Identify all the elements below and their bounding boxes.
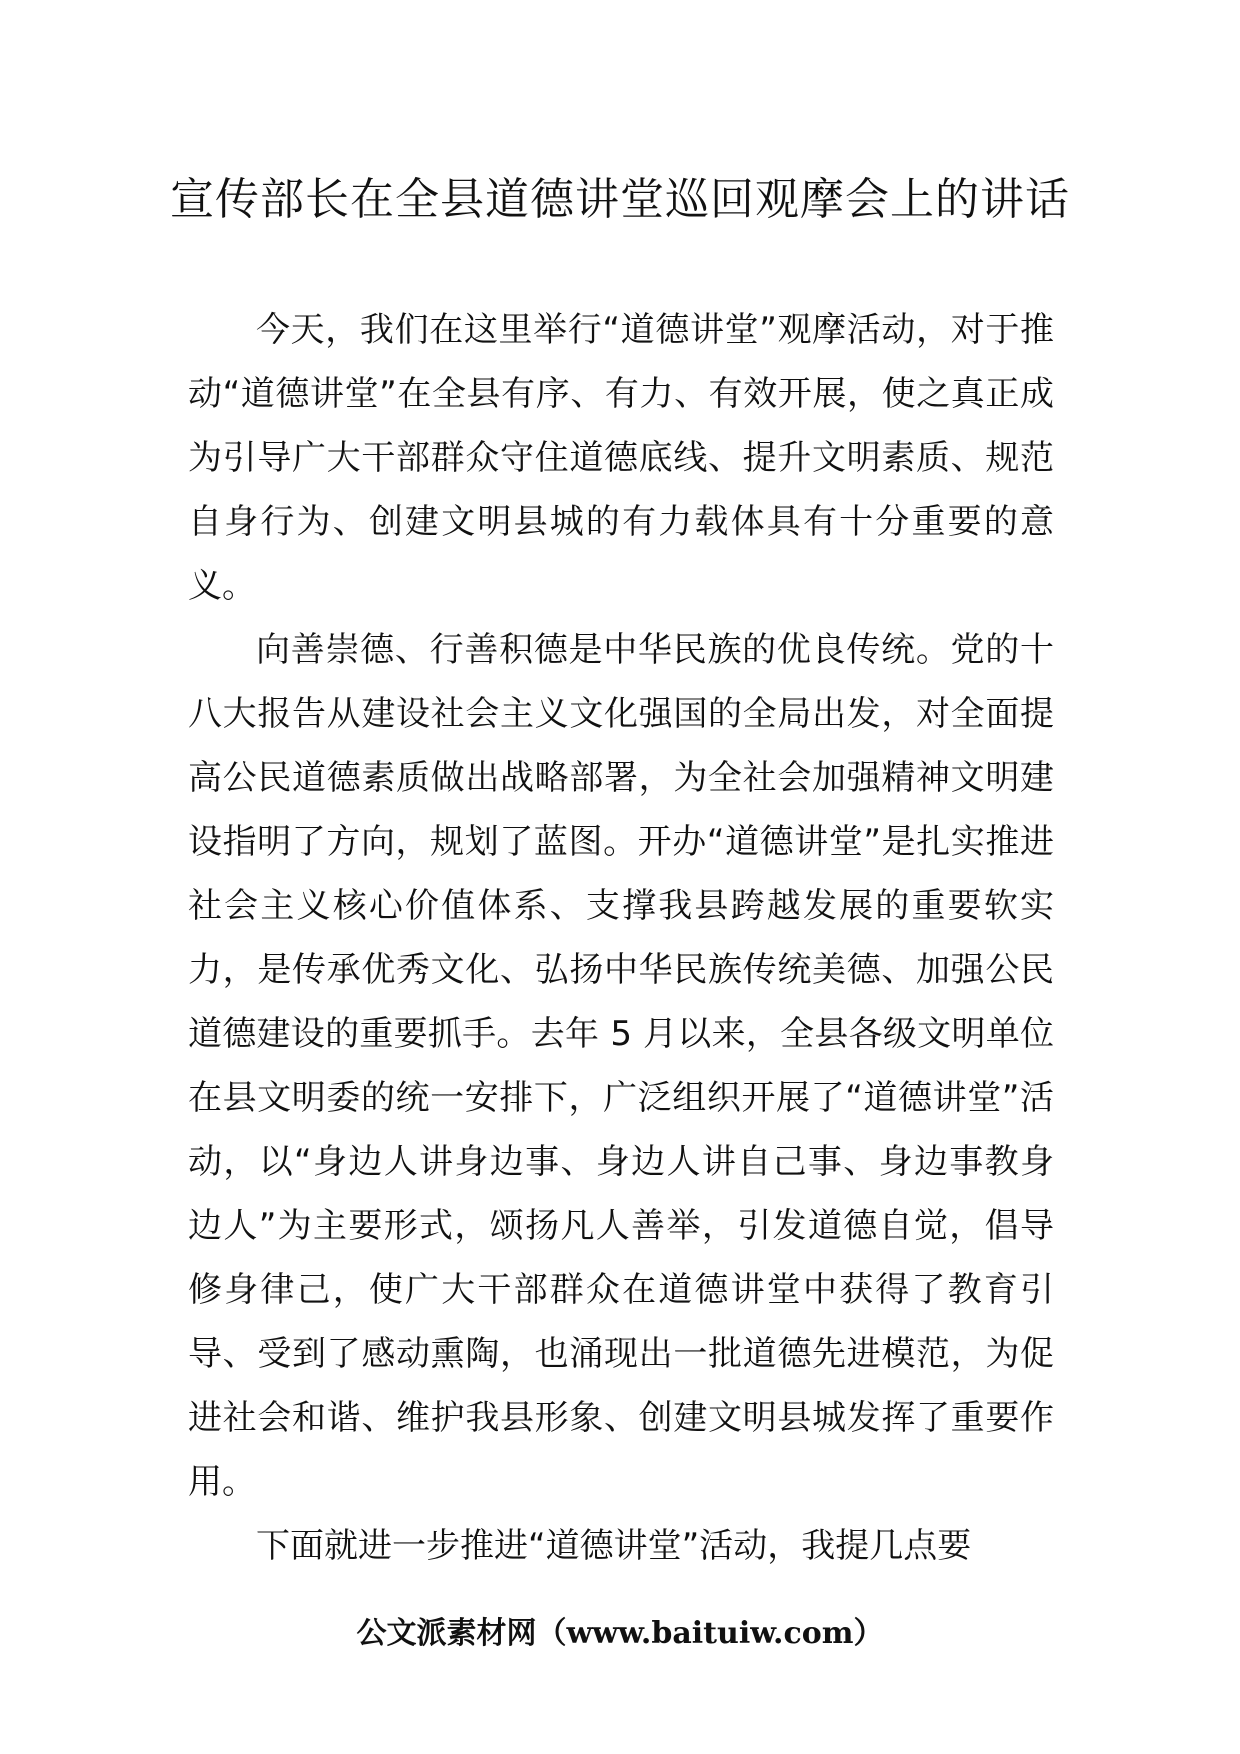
document-title: 宣传部长在全县道德讲堂巡回观摩会上的讲话: [170, 174, 1070, 225]
paragraph-2: 向善崇德、行善积德是中华民族的优良传统。党的十八大报告从建设社会主义文化强国的全局出发，对全面提高公民道德素质做出战略部署，为全社会加强精神文明建设指明了方向，规划了蓝图。开办“道德讲堂”是扎实推进社会主义核心价值体系、支撑我县跨越发展的重要软实力，是传承优秀文化、弘扬中华民族传统美德、加强公民道德建设的重要抓手。去年 5 月以来，全县各级文明单位在县文明委的统一安排下，广泛组织开展了“道德讲堂”活动，以“身边人讲身边事、身边人讲自己事、身边事教身边人”为主要形式，颂扬凡人善举，引发道德自觉，倡导修身律己，使广大干部群众在道德讲堂中获得了教育引导、受到了感动熏陶，也涌现出一批道德先进模范，为促进社会和谐、维护我县形象、创建文明县城发挥了重要作用。: [188, 630, 1054, 1502]
paragraph-1: 今天，我们在这里举行“道德讲堂”观摩活动，对于推动“道德讲堂”在全县有序、有力、有效开展，使之真正成为引导广大干部群众守住道德底线、提升文明素质、规范自身行为、创建文明县城的有力载体具有十分重要的意义。: [188, 310, 1054, 606]
paragraph-3: 下面就进一步推进“道德讲堂”活动，我提几点要: [256, 1526, 972, 1566]
footer-source: 公文派素材网（www.baituiw.com）: [356, 1616, 884, 1651]
document-body: [188, 298, 1054, 1578]
